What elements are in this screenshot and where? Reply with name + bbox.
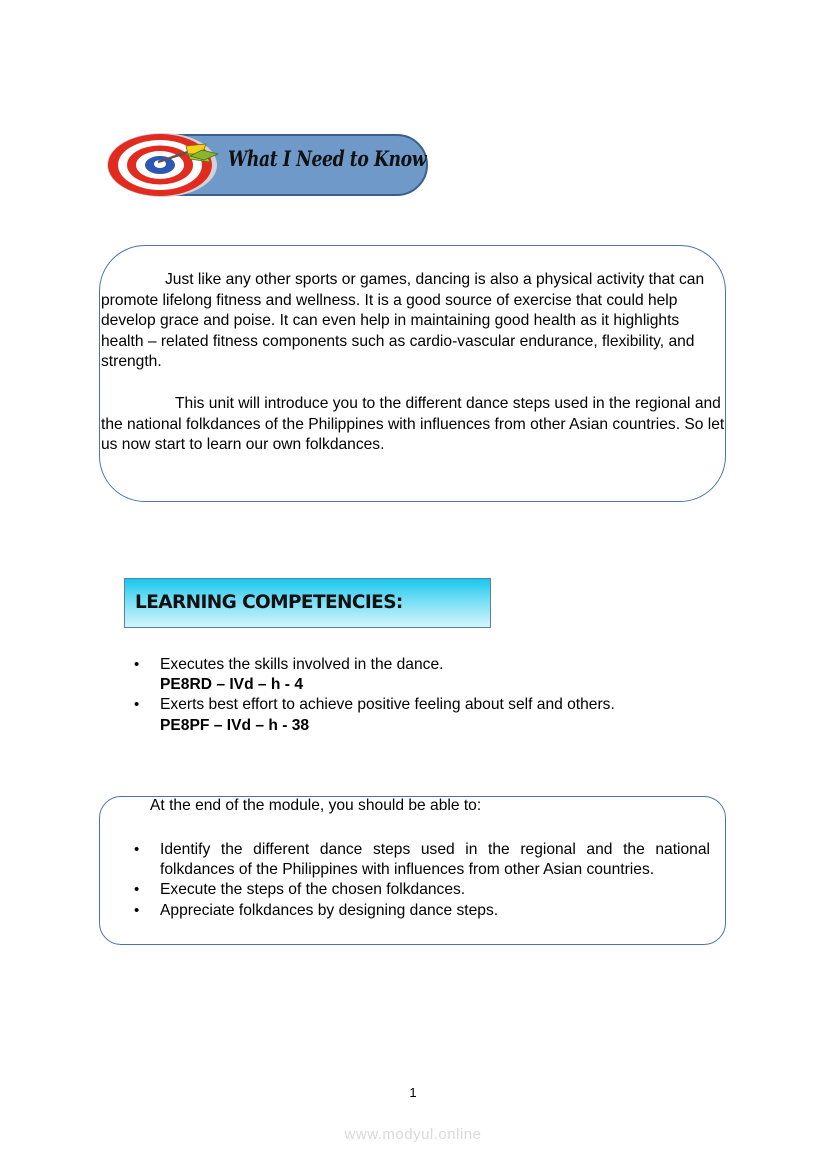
competency-text: Executes the skills involved in the dance.: [160, 656, 444, 673]
page-number: 1: [409, 1085, 417, 1100]
list-item: • Execute the steps of the chosen folkdances.: [134, 880, 710, 900]
footer-watermark: www.modyul.online: [344, 1126, 482, 1143]
competency-text: Exerts best effort to achieve positive feeling about self and others.: [160, 696, 615, 714]
list-item: • Identify the different dance steps used in the regional and the national folkdances of the Philippines with influences from other Asian countries.: [134, 840, 710, 880]
objectives-intro: At the end of the module, you should be able to:: [150, 797, 482, 814]
competency-code: PE8RD – IVd – h - 4: [160, 676, 303, 694]
competencies-header: [124, 578, 491, 628]
competencies-title: LEARNING COMPETENCIES:: [135, 592, 403, 613]
list-item: • Appreciate folkdances by designing dance steps.: [134, 901, 710, 921]
intro-paragraph-1: Just like any other sports or games, dancing is also a physical activity that can promote lifelong fitness and wellness. It is a good source of exercise that could help develop grace and poise. It can even help in maintaining good health as it highlights health – related fitness components such as cardio-vascular endurance, flexibility, and strength.: [101, 271, 705, 371]
competency-code: PE8PF – IVd – h - 38: [160, 716, 310, 734]
competencies-list: [134, 655, 694, 736]
target-icon: [106, 132, 226, 198]
section-banner: [106, 132, 430, 198]
list-item: [134, 695, 694, 735]
objectives-list: [134, 840, 710, 921]
intro-paragraph-2: This unit will introduce you to the different dance steps used in the regional and the national folkdances of the Philippines with influences from other Asian countries. So let us now start to learn our own folkdances.: [101, 395, 725, 454]
section-title: What I Need to Know: [228, 146, 427, 171]
list-item: [134, 655, 694, 695]
